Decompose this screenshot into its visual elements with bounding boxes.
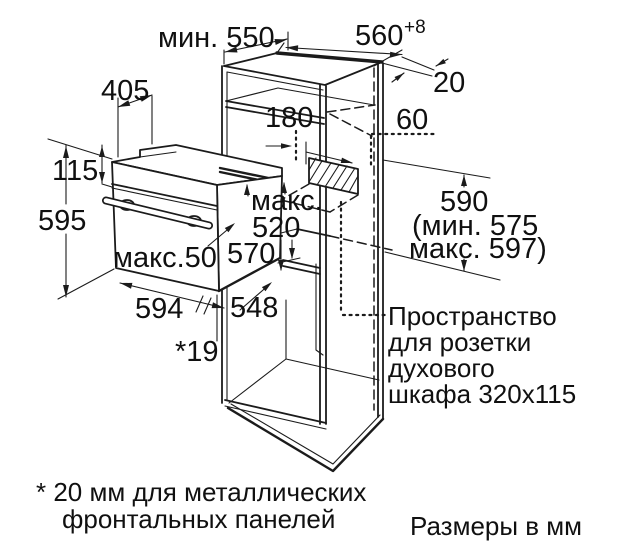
dim-upper-compartment: 180 xyxy=(265,102,314,134)
dim-niche-height-min: (мин. 575 xyxy=(412,210,539,242)
dim-oven-width: 594 xyxy=(135,293,184,325)
footnote-line1: * 20 мм для металлических xyxy=(36,477,367,507)
dim-niche-height-max: макс. 597) xyxy=(409,233,547,265)
dim-niche-depth: мин. 550 xyxy=(158,22,275,54)
dim-oven-depth: 548 xyxy=(230,292,279,324)
socket-note-line4: шкафа 320x115 xyxy=(388,379,577,409)
dim-niche-width: 560 xyxy=(355,20,404,52)
dim-top-depth: 405 xyxy=(101,75,150,107)
dim-max-value: 520 xyxy=(252,212,301,244)
dim-max-label: макс. xyxy=(251,185,323,217)
dim-socket-offset: 60 xyxy=(396,104,429,136)
socket-note-line3: духового xyxy=(388,353,495,383)
dim-panel-height: 115 xyxy=(52,155,99,187)
socket-note-line2: для розетки xyxy=(388,327,532,357)
dim-front-panel-offset: *19 xyxy=(175,336,219,368)
dim-oven-height: 595 xyxy=(38,205,87,237)
footnote-line2: фронтальных панелей xyxy=(62,504,336,534)
socket-note-line1: Пространство xyxy=(388,301,557,331)
units-caption: Размеры в мм xyxy=(410,511,583,541)
dim-wall-thickness: 20 xyxy=(433,67,466,99)
dim-inner-height: 570 xyxy=(227,238,276,270)
dim-niche-height: 590 xyxy=(440,186,489,218)
dim-niche-width-tolerance: +8 xyxy=(404,17,426,38)
footnote xyxy=(36,477,366,534)
socket-note xyxy=(388,301,576,409)
dim-door-clearance: макс.50 xyxy=(113,242,217,274)
